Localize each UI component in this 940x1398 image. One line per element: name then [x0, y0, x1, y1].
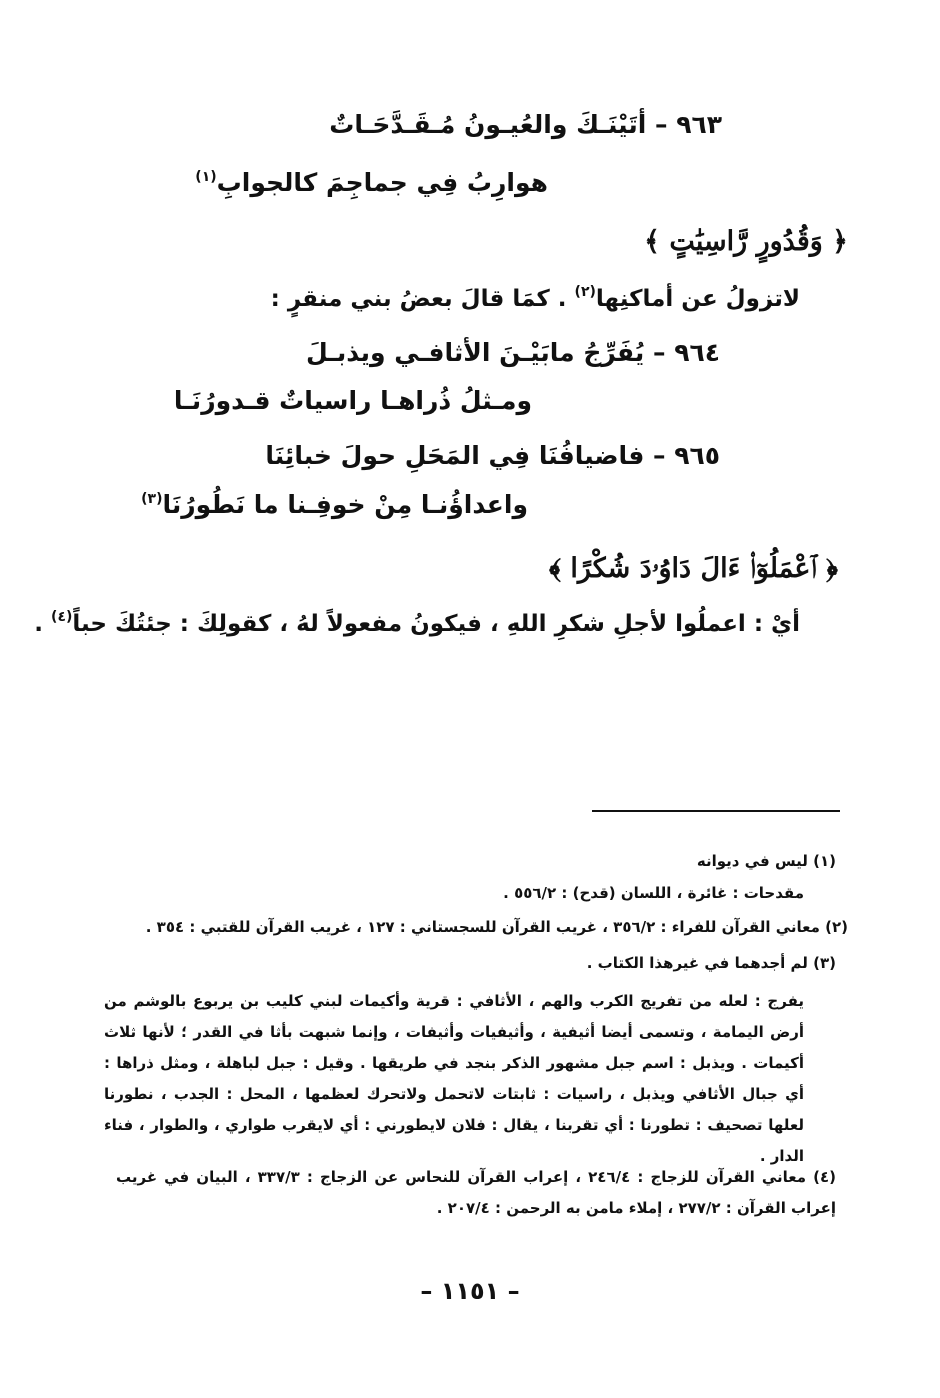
verse-964-first-hemistich	[306, 338, 720, 367]
footnote-3-heading	[587, 954, 836, 972]
prose-1-continuation: . كمَا قالَ بعضُ بني منقرٍ :	[270, 286, 567, 312]
footnote-ref-2: (٢)	[574, 284, 596, 300]
footnote-1-detail	[503, 884, 804, 902]
page-number: – ١١٥١ –	[420, 1277, 520, 1305]
verse-963-second-text: هوارِبُ فِي جماجِمَ كالجوابِ	[216, 168, 548, 197]
footnote-2	[146, 918, 848, 936]
footnote-4	[116, 1162, 836, 1224]
footnote-1-detail-text: مقدحات : غائرة ، اللسان (قدح) : ٥٥٦/٢ .	[503, 884, 804, 902]
footnote-1-heading	[697, 852, 836, 870]
quran-excerpt-2-text: ﴿ ٱعْمَلُوٓا۟ ءَالَ دَاوُۥدَ شُكْرًا ﴾	[549, 553, 838, 584]
verse-965-first-hemistich	[265, 441, 720, 470]
verse-964-second-text: ومـثلُ ذُراهـا راسياتٌ قـدورُنَـا	[173, 386, 532, 415]
verse-963-first-hemistich	[329, 110, 722, 139]
prose-paragraph-1	[271, 284, 800, 312]
quran-excerpt-1-text: ﴿ وَقُدُورٍ رَّاسِيَٰتٍ ﴾	[644, 226, 848, 257]
verse-963-second-hemistich	[195, 168, 548, 197]
footnote-1-text: (١) ليس في ديوانه	[696, 852, 836, 870]
footnote-2-text: (٢) معاني القرآن للفراء : ٣٥٦/٢ ، غريب القرآن للسجستاني : ١٢٧ ، غريب القرآن للقتبي : ٣٥٤ .	[145, 918, 848, 936]
prose-paragraph-2	[34, 609, 800, 637]
footnote-ref-4: (٤)	[51, 609, 73, 625]
prose-2-end: .	[34, 611, 44, 637]
verse-965-second-text: واعداؤُنـا مِنْ خوفِـنا ما نَطُورُنَا	[162, 490, 528, 519]
quran-excerpt-1	[644, 226, 848, 257]
footnote-ref-3: (٣)	[141, 491, 163, 507]
footnote-3-text: (٣) لم أجدهما في غيرهذا الكتاب .	[586, 954, 836, 972]
verse-964-second-hemistich	[174, 386, 532, 415]
footnote-4-text: (٤) معاني القرآن للزجاج : ٢٤٦/٤ ، إعراب القرآن للنحاس عن الزجاج : ٣٣٧/٣ ، البيان في غريب إعراب القرآن : ٢٧٧/٢ ، إملاء مامن به الرحمن : ٢٠٧/٤ .	[116, 1168, 836, 1217]
footnote-ref-1: (١)	[195, 169, 217, 185]
quran-excerpt-2	[549, 553, 838, 585]
footnote-3-detail-text: يفرج : لعله من تفريج الكرب والهم ، الأثافي : قرية وأكيمات لبني كليب بن يربوع بالوشم من أرض اليمامة ، وتسمى أيضا أثيفية ، وأثيفيات وأثيفات ، وإنما شبهت بأثا في القدر ؛ لأنها ثلاث أكيمات . ويذبل : اسم جبل مشهور الذكر بنجد في طريقها . وقيل : جبل لباهلة ، ومثل ذراها : أي جبال الأثافي ويذبل ، راسيات : ثابتات لاتحمل ولاتحرك لعظمها ، المحل : الجدب ، نطورنا لعلها تصحيف : تطورنا : أي تقربنا ، يقال : فلان لايطورني : أي لايقرب طواري ، والطوار ، فناء الدار .	[104, 992, 804, 1165]
verse-965-first-text: ٩٦٥ – فاضيافُنَا فِي المَحَلِ حولَ خبائِنَا	[265, 441, 720, 470]
verse-963-first-text: ٩٦٣ – أتَيْنَـكَ والعُيـونُ مُـقَـدَّحَـاتٌ	[329, 110, 722, 139]
verse-965-second-hemistich	[141, 490, 528, 519]
prose-1-text: لاتزولُ عن أماكنِها	[595, 286, 800, 312]
prose-2-text: أيْ : اعملُوا لأجلِ شكرِ اللهِ ، فيكونُ مفعولاً لهُ ، كقولِكَ : جئتُكَ حباً	[72, 611, 800, 637]
footnote-3-detail	[104, 986, 804, 1172]
footnote-separator	[592, 810, 840, 812]
verse-964-first-text: ٩٦٤ – يُفَرِّجُ مابَيْـنَ الأثافـي ويذبـلَ	[305, 338, 720, 367]
